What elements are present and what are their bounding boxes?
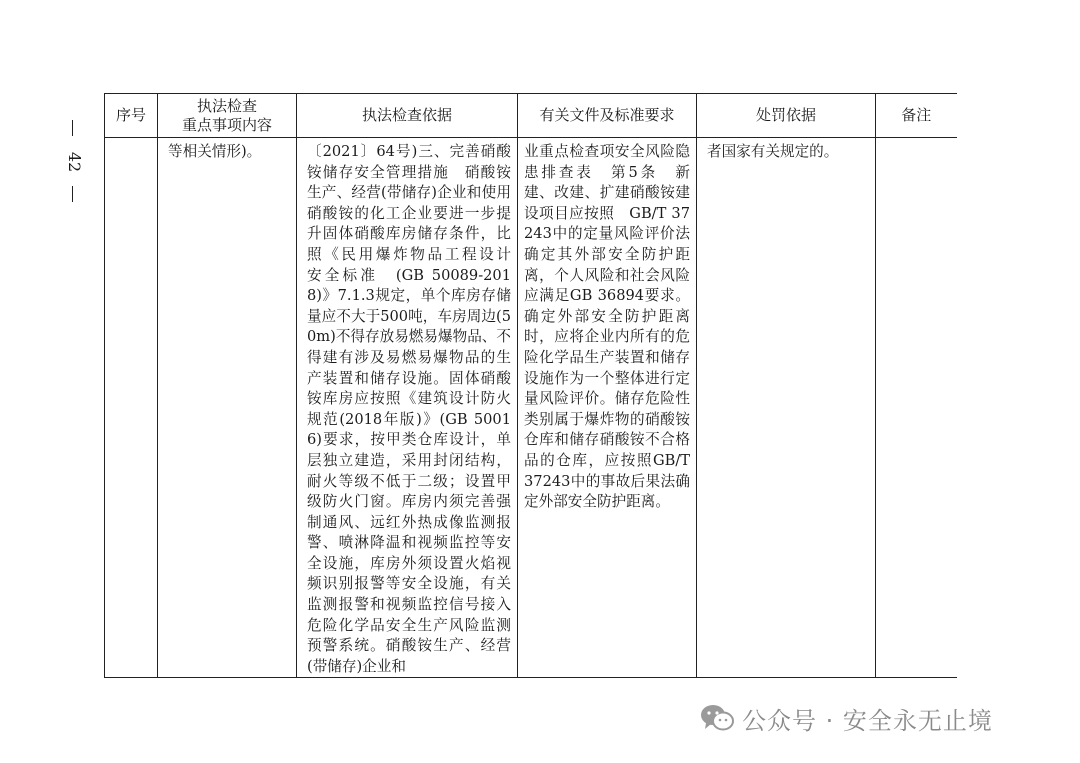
page-number-text: 42 <box>65 151 84 173</box>
cell-item-text: 等相关情形)。 <box>168 143 262 160</box>
inspection-table <box>104 93 957 678</box>
header-item-line2: 重点事项内容 <box>181 115 272 134</box>
cell-penalty <box>697 138 876 678</box>
cell-basis <box>297 138 526 678</box>
header-standards: 有关文件及标准要求 <box>518 94 697 138</box>
header-penalty: 处罚依据 <box>697 94 876 138</box>
header-item <box>158 94 297 138</box>
cell-basis-text: 〔2021〕64号)三、完善硝酸铵储存安全管理措施 硝酸铵生产、经营(带储存)企业和使用硝酸铵的化工企业要进一步提升固体硝酸库房储存条件，比照《民用爆炸物品工程设计 安全标准 (GB 50089-2018)》7.1.3规定，单个库房存储量应不大于500吨，车房周边(50m)不得存放易燃易爆物品、不得建有涉及易燃易爆物品的生产装置和储存设施。固体硝酸铵库房应按照《建筑设计防火规范(2018年版)》(GB 50016)要求，按甲类仓库设计，单层独立建造，采用封闭结构，耐火等级不低于二级；设置甲级防火门窗。库房内须完善强制通风、远红外热成像监测报警、喷淋降温和视频监控等安全设施，库房外须设置火焰视频识别报警等安全设施，有关监测报警和视频监控信号接入危险化学品安全生产风险监测预警系统。硝酸铵生产、经营(带储存)企业和 <box>307 143 526 675</box>
table-row <box>105 138 957 678</box>
watermark-text: 公众号 · 安全永无止境 <box>742 706 993 735</box>
cell-seq <box>105 138 158 678</box>
header-item-line1: 执法检查 <box>196 96 257 115</box>
table-header-row <box>105 94 957 138</box>
cell-item <box>158 138 297 678</box>
page-number <box>58 120 88 210</box>
cell-standards-text: 业重点检查项安全风险隐患排查表 第5条 新建、改建、扩建硝酸铵建设项目应按照 GB/T 37243中的定量风险评价法确定其外部安全防护距离，个人风险和社会风险应满足GB 36894要求。确定外部安全防护距离时，应将企业内所有的危险化学品生产装置和储存设施作为一个整体进行定量风险评价。储存危险性类别属于爆炸物的硝酸铵仓库和储存硝酸铵不合格品的仓库，应按照GB/T 37243中的事故后果法确定外部安全防护距离。 <box>524 143 690 511</box>
header-remarks: 备注 <box>876 94 957 138</box>
cell-standards <box>518 138 697 678</box>
header-seq: 序号 <box>105 94 158 138</box>
page-number-dash-bottom <box>72 186 73 202</box>
header-basis: 执法检查依据 <box>297 94 518 138</box>
page-number-dash-top <box>72 120 73 136</box>
wechat-icon <box>700 703 734 733</box>
watermark <box>700 698 993 738</box>
cell-penalty-text: 者国家有关规定的。 <box>707 143 839 160</box>
cell-remarks <box>876 138 957 678</box>
